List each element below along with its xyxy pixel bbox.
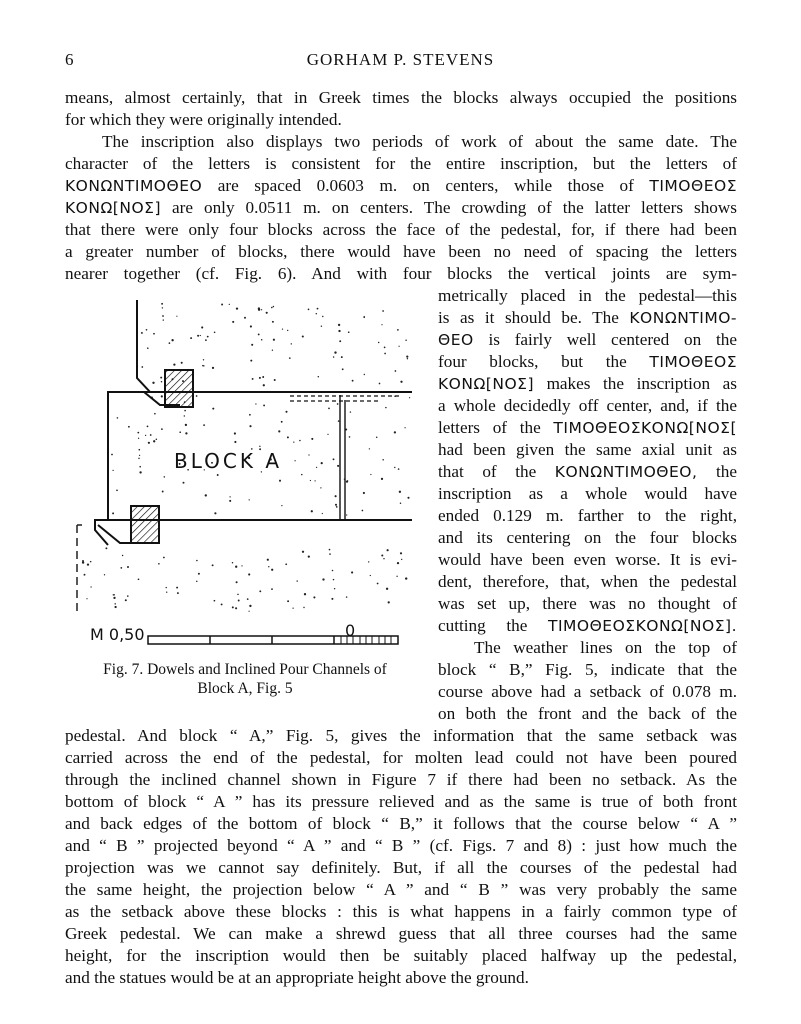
text-line: block “ B,” Fig. 5, indicate that the: [438, 660, 737, 679]
text-line: a greater number of blocks, there would have been no need of spacing the letters: [65, 242, 737, 261]
text-line: that there were only four blocks across the face of the pedestal, for, if there had been: [65, 220, 737, 239]
text-line: The inscription also displays two periods of work of about the same date. The: [102, 132, 737, 151]
running-head: GORHAM P. STEVENS: [306, 50, 495, 69]
text-line: and back edges of the bottom of block “ B,” it follows that the course below “ A ”: [65, 814, 737, 833]
text-line: bottom of block “ A ” has its pressure relieved and as the same is true of both front: [65, 792, 737, 811]
text-span: that of the: [438, 462, 555, 481]
text-line: metrically placed in the pedestal—this: [438, 286, 737, 305]
text-line: a whole decidedly off center, and, if the: [438, 396, 737, 415]
greek-text: ΚΟΝΩΝΤΙΜΟ-: [629, 309, 737, 327]
greek-text: ΚΟΝΩ[ΝΟΣ]: [65, 199, 161, 217]
text-line: nearer together (cf. Fig. 6). And with four blocks the vertical joints are sym-: [65, 264, 737, 283]
text-span: makes the inscription as: [534, 374, 737, 393]
text-span: is as it should be. The: [438, 308, 630, 327]
text-line: and “ B ” projected beyond “ A ” and “ B ” (cf. Figs. 7 and 8) : just how much the: [65, 836, 737, 855]
text-span: the: [697, 462, 738, 481]
greek-text: ΤΙΜΟΘΕΟΣΚΟΝΩ[ΝΟΣ[: [553, 419, 737, 437]
text-line: as the setback above these blocks : this is what happens in a fairly common type of: [65, 902, 737, 921]
greek-text: ΚΟΝΩΝΤΙΜΟΘΕΟ: [65, 177, 203, 195]
text-span: is fairly well centered on the: [473, 330, 737, 349]
text-line: pedestal. And block “ A,” Fig. 5, gives the information that the same setback was: [65, 726, 737, 745]
greek-text: ΤΙΜΟΘΕΟΣ: [649, 353, 737, 371]
text-span: letters of the: [438, 418, 554, 437]
scale-label-left: M 0,50: [90, 625, 145, 644]
greek-text: ΘΕΟ: [438, 331, 474, 349]
text-line: inscription as a whole would have: [438, 484, 737, 503]
dowel-hatched: [165, 370, 193, 407]
text-span: are only 0.0511 m. on centers. The crowding of the latter letters shows: [161, 198, 737, 217]
greek-text: ΚΟΝΩΝΤΙΜΟΘΕΟ,: [554, 463, 698, 481]
scale-bar: [148, 636, 398, 644]
greek-text: ΚΟΝΩ[ΝΟΣ]: [438, 375, 534, 393]
text-line: Greek pedestal. We can make a shrewd guess that all three courses had the same: [65, 924, 737, 943]
figure-caption: Fig. 7. Dowels and Inclined Pour Channels of: [103, 661, 387, 678]
page-number: 6: [65, 50, 74, 69]
text-span: are spaced 0.0603 m. on centers, while those of: [202, 176, 650, 195]
text-line: dent, therefore, that, when the pedestal: [438, 572, 737, 591]
text-line: means, almost certainly, that in Greek times the blocks always occupied the positions: [65, 88, 737, 107]
text-line: height, for the inscription would then be suitably placed halfway up the pedestal,: [65, 946, 737, 965]
greek-text: ΤΙΜΟΘΕΟΣΚΟΝΩ[ΝΟΣ].: [547, 617, 737, 635]
text-line: ended 0.129 m. farther to the right,: [438, 506, 737, 525]
scale-label-right: 0: [345, 621, 356, 640]
text-line: would have been even worse. It is evi-: [438, 550, 737, 569]
dowel-hatched: [131, 506, 159, 543]
text-line: carried across the end of the pedestal, for molten lead could not have been poured: [65, 748, 737, 767]
text-line: projection was we cannot say definitely. But, if all the courses of the pedestal had: [65, 858, 737, 877]
text-line: was set up, there was no thought of: [438, 594, 737, 613]
text-span: four blocks, but the: [438, 352, 650, 371]
text-line: had been given the same axial unit as: [438, 440, 737, 459]
text-line: the same height, the projection below “ A ” and “ B ” was very probably the same: [65, 880, 737, 899]
text-line: on both the front and the back of the: [438, 704, 737, 723]
figure-caption: Block A, Fig. 5: [197, 680, 293, 697]
text-span: cutting the: [438, 616, 548, 635]
block-label: BLOCK A: [174, 449, 283, 473]
greek-text: ΤΙΜΟΘΕΟΣ: [649, 177, 737, 195]
text-line: course above had a setback of 0.078 m.: [438, 682, 737, 701]
text-line: and the statues would be at an appropriate height above the ground.: [65, 968, 529, 987]
text-line: character of the letters is consistent for the entire inscription, but the letters of: [65, 154, 737, 173]
text-line: for which they were originally intended.: [65, 110, 342, 129]
text-line: and its centering on the four blocks: [438, 528, 737, 547]
text-line: through the inclined channel shown in Figure 7 if there had been no setback. As the: [65, 770, 737, 789]
text-line: The weather lines on the top of: [474, 638, 737, 657]
